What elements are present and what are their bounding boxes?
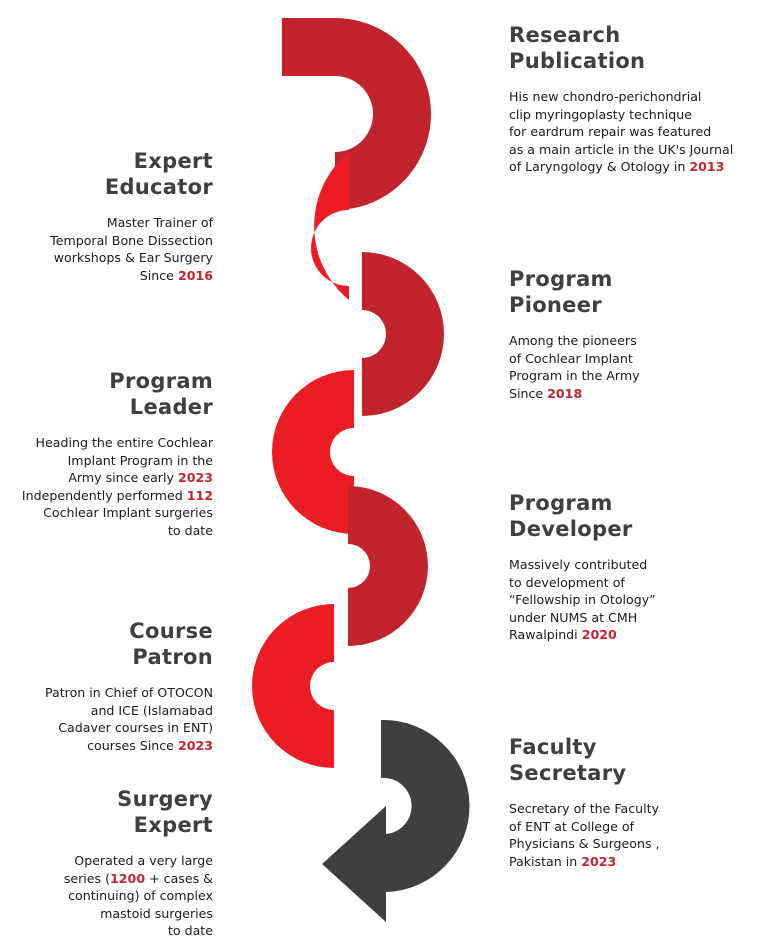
snake-segment-3: [362, 252, 444, 416]
text-segment: workshops & Ear Surgery: [53, 250, 213, 266]
description-line: [509, 835, 729, 853]
text-segment: Cadaver courses in ENT): [58, 720, 213, 736]
description-line: [0, 434, 213, 452]
description-line: [509, 350, 729, 368]
snake-segment-6: [252, 604, 334, 768]
title-line: Program: [509, 491, 613, 515]
text-segment: Physicians & Surgeons ,: [509, 836, 660, 852]
description-line: [0, 905, 213, 923]
description-line: [0, 487, 213, 505]
text-segment: Massively contributed: [509, 557, 648, 572]
description-line: [509, 88, 729, 106]
description-line: [509, 853, 729, 871]
highlight-value: 2020: [581, 627, 617, 643]
title-line: Patron: [132, 645, 213, 669]
course-patron-block: [0, 618, 213, 754]
program-pioneer-block: [509, 266, 729, 402]
description-line: [509, 818, 729, 836]
text-segment: Among the pioneers: [509, 333, 637, 348]
description-line: [509, 556, 729, 574]
text-segment: Secretary of the Faculty: [509, 801, 660, 816]
description-line: [509, 367, 729, 385]
surgery-expert-title: [0, 786, 213, 838]
text-segment: Temporal Bone Dissection: [50, 232, 213, 248]
title-line: Research: [509, 23, 621, 47]
program-pioneer-description: [509, 332, 729, 402]
research-publication-block: [509, 22, 734, 176]
description-line: [0, 504, 213, 522]
title-line: Publication: [509, 49, 646, 73]
description-line: [509, 106, 729, 124]
description-line: [509, 626, 729, 644]
description-line: [0, 870, 213, 888]
description-line: [0, 852, 213, 870]
description-line: [0, 469, 213, 487]
research-publication-description: [509, 88, 734, 176]
program-pioneer-title: [509, 266, 729, 318]
text-segment: His new chondro-perichondrial: [509, 89, 702, 104]
title-line: Expert: [133, 149, 213, 173]
text-segment: Since: [509, 385, 548, 401]
course-patron-title: [0, 618, 213, 670]
snake-segment-1: [282, 18, 431, 210]
text-segment: Army since early: [68, 470, 178, 486]
text-segment: Program in the Army: [509, 368, 640, 384]
description-line: [0, 249, 213, 267]
highlight-value: 2023: [581, 853, 617, 869]
description-line: [0, 922, 213, 940]
description-line: [509, 141, 734, 159]
text-segment: Independently performed: [21, 487, 187, 503]
program-leader-title: [0, 368, 213, 420]
description-line: [0, 214, 213, 232]
text-segment: “Fellowship in Otology”: [509, 592, 656, 608]
description-line: [509, 332, 729, 350]
text-segment: Heading the entire Cochlear: [35, 435, 213, 450]
description-line: [509, 591, 729, 609]
text-segment: of ENT at College of: [509, 818, 635, 834]
expert-educator-description: [0, 214, 213, 284]
text-segment: Patron in Chief of OTOCON: [44, 685, 213, 700]
title-line: Expert: [133, 813, 213, 837]
title-line: Developer: [509, 517, 633, 541]
description-line: [0, 452, 213, 470]
highlight-value: 1200: [110, 870, 146, 886]
text-segment: courses Since: [87, 737, 178, 753]
text-segment: series (: [63, 870, 111, 886]
description-line: [509, 123, 729, 141]
program-developer-block: [509, 490, 729, 644]
text-segment: continuing) of complex: [68, 888, 213, 904]
title-line: Pioneer: [509, 293, 602, 317]
faculty-secretary-description: [509, 800, 729, 870]
description-line: [0, 232, 213, 250]
program-leader-block: [0, 368, 213, 540]
snake-segment-7-arrow: [322, 720, 469, 922]
title-line: Course: [129, 619, 213, 643]
faculty-secretary-title: [509, 734, 729, 786]
title-line: Leader: [129, 395, 213, 419]
research-publication-title: [509, 22, 729, 74]
description-line: [509, 800, 729, 818]
text-segment: + cases &: [145, 870, 213, 886]
description-line: [509, 574, 729, 592]
highlight-value: 2018: [547, 385, 583, 401]
title-line: Program: [509, 267, 613, 291]
title-line: Secretary: [509, 761, 627, 785]
highlight-value: 2013: [689, 159, 725, 175]
course-patron-description: [0, 684, 213, 754]
text-segment: Master Trainer of: [106, 215, 213, 230]
program-developer-title: [509, 490, 729, 542]
surgery-expert-block: [0, 786, 213, 940]
text-segment: and ICE (Islamabad: [90, 702, 213, 718]
description-line: [0, 719, 213, 737]
text-segment: to date: [167, 522, 213, 538]
surgery-expert-description: [0, 852, 213, 940]
highlight-value: 112: [186, 487, 213, 503]
title-line: Program: [109, 369, 213, 393]
text-segment: to date: [167, 923, 213, 939]
description-line: [509, 609, 729, 627]
description-line: [0, 684, 213, 702]
description-line: [0, 887, 213, 905]
program-developer-description: [509, 556, 729, 644]
text-segment: of Cochlear Implant: [509, 350, 633, 366]
description-line: [0, 702, 213, 720]
description-line: [0, 522, 213, 540]
program-leader-description: [0, 434, 213, 540]
snake-segment-5: [348, 486, 428, 646]
highlight-value: 2016: [177, 267, 213, 283]
description-line: [509, 158, 729, 176]
text-segment: to development of: [509, 574, 625, 590]
expert-educator-title: [0, 148, 213, 200]
text-segment: for eardrum repair was featured: [509, 124, 712, 140]
text-segment: of Laryngology & Otology in: [509, 159, 690, 175]
snake-segment-2: [311, 152, 349, 300]
faculty-secretary-block: [509, 734, 729, 870]
title-line: Faculty: [509, 735, 597, 759]
text-segment: Cochlear Implant surgeries: [43, 505, 213, 521]
title-line: Educator: [104, 175, 213, 199]
highlight-value: 2023: [177, 737, 213, 753]
text-segment: mastoid surgeries: [100, 905, 213, 921]
text-segment: Since: [139, 267, 178, 283]
title-line: Surgery: [117, 787, 213, 811]
highlight-value: 2023: [177, 470, 213, 486]
description-line: [0, 737, 213, 755]
description-line: [509, 385, 729, 403]
text-segment: Pakistan in: [509, 853, 582, 869]
text-segment: Implant Program in the: [67, 452, 213, 468]
text-segment: as a main article in the UK's Journal: [509, 141, 734, 157]
description-line: [0, 267, 213, 285]
text-segment: clip myringoplasty technique: [509, 106, 692, 122]
text-segment: Operated a very large: [74, 853, 213, 868]
snake-segment-4: [272, 370, 354, 534]
expert-educator-block: [0, 148, 213, 284]
text-segment: under NUMS at CMH: [509, 609, 638, 625]
text-segment: Rawalpindi: [509, 627, 582, 643]
